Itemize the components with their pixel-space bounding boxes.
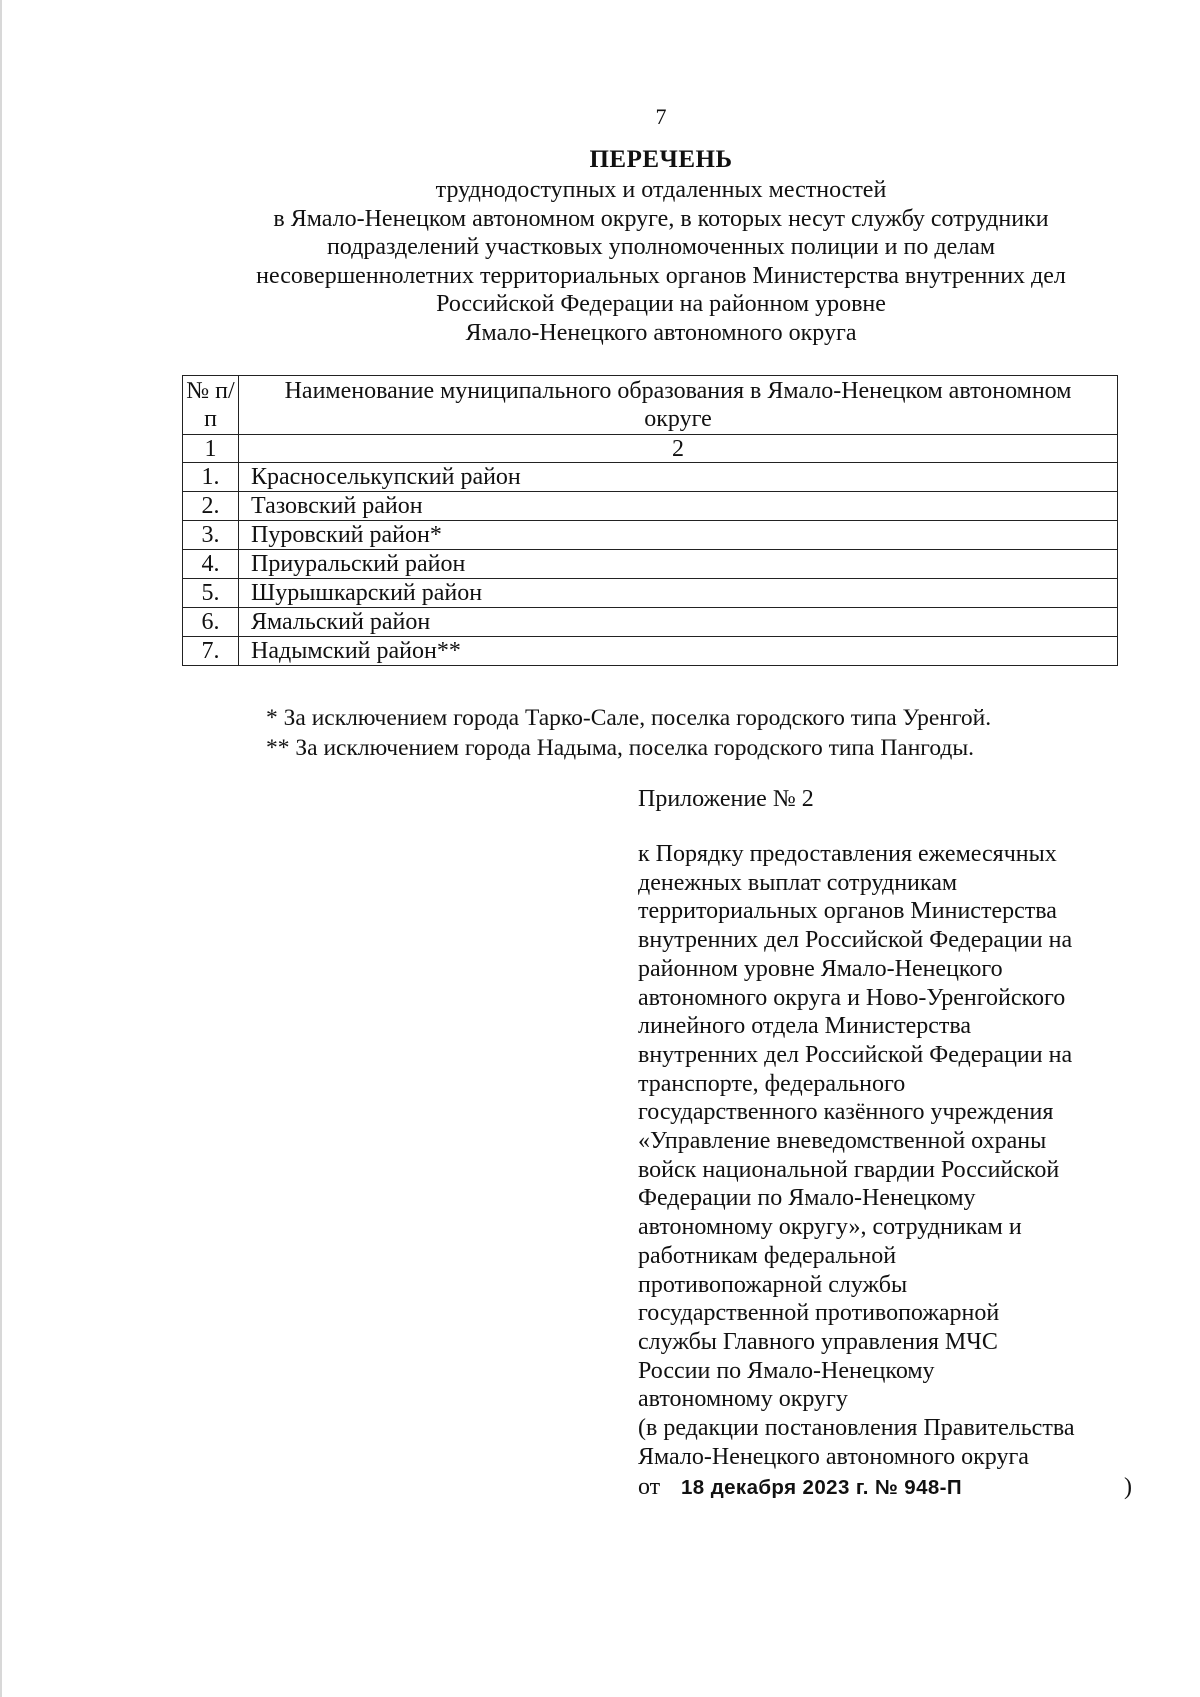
appendix-line: (в редакции постановления Правительства	[638, 1415, 1075, 1442]
row-district-name: Ямальский район	[239, 608, 1118, 637]
row-number: 2.	[183, 492, 239, 521]
appendix-body	[638, 840, 1138, 1471]
table-row	[183, 492, 1118, 521]
resolution-date-line	[638, 1474, 1132, 1504]
header-name-cell: Наименование муниципального образования в Ямало-Ненецком автономном округе	[239, 376, 1118, 435]
row-district-name: Красноселькупский район	[239, 463, 1118, 492]
appendix-line: России по Ямало-Ненецкому	[638, 1357, 935, 1384]
appendix-line: «Управление вневедомственной охраны	[638, 1128, 1047, 1155]
subheading-line: в Ямало-Ненецком автономном округе, в которых несут службу сотрудники	[273, 205, 1049, 232]
row-number: 5.	[183, 579, 239, 608]
row-number: 1.	[183, 463, 239, 492]
appendix-line: войск национальной гвардии Российской	[638, 1156, 1060, 1183]
row-district-name: Надымский район**	[239, 637, 1118, 666]
closing-parenthesis: )	[1124, 1474, 1132, 1500]
footnotes	[266, 703, 991, 763]
header-number-cell: № п/п	[183, 376, 239, 435]
table-row	[183, 637, 1118, 666]
appendix-line: транспорте, федерального	[638, 1070, 906, 1097]
appendix-title: Приложение № 2	[638, 786, 814, 812]
table-header-row	[183, 376, 1118, 435]
appendix-line: Ямало-Ненецкого автономного округа	[638, 1443, 1029, 1470]
appendix-line: автономному округу	[638, 1386, 848, 1413]
index-number-cell: 1	[183, 435, 239, 463]
table-row	[183, 550, 1118, 579]
districts-table	[182, 375, 1118, 666]
appendix-line: государственного казённого учреждения	[638, 1099, 1054, 1126]
appendix-line: службы Главного управления МЧС	[638, 1328, 998, 1355]
appendix-line: территориальных органов Министерства	[638, 898, 1057, 925]
page-number: 7	[655, 104, 667, 129]
date-stamp: 18 декабря 2023 г. № 948-П	[681, 1476, 963, 1499]
appendix-line: районном уровне Ямало-Ненецкого	[638, 955, 1003, 982]
appendix-line: денежных выплат сотрудникам	[638, 869, 958, 896]
appendix-line: работникам федеральной	[638, 1242, 897, 1269]
row-number: 7.	[183, 637, 239, 666]
appendix-line: противопожарной службы	[638, 1271, 908, 1298]
row-district-name: Приуральский район	[239, 550, 1118, 579]
index-name-cell: 2	[239, 435, 1118, 463]
row-district-name: Пуровский район*	[239, 521, 1118, 550]
document-subheading	[160, 176, 1162, 347]
row-number: 4.	[183, 550, 239, 579]
row-district-name: Шурышкарский район	[239, 579, 1118, 608]
subheading-line: подразделений участковых уполномоченных полиции и по делам	[326, 234, 996, 260]
page-edge	[0, 0, 2, 1697]
row-district-name: Тазовский район	[239, 492, 1118, 521]
appendix-line: внутренних дел Российской Федерации на	[638, 1041, 1073, 1068]
footnote: ** За исключением города Надыма, поселка городского типа Пангоды.	[266, 735, 975, 761]
appendix-line: автономного округа и Ново-Уренгойского	[638, 984, 1066, 1011]
appendix-line: линейного отдела Министерства	[638, 1013, 972, 1040]
row-number: 3.	[183, 521, 239, 550]
row-number: 6.	[183, 608, 239, 637]
subheading-line: труднодоступных и отдаленных местностей	[435, 177, 887, 203]
footnote: * За исключением города Тарко-Сале, поселка городского типа Уренгой.	[266, 705, 992, 731]
appendix-line: автономному округу», сотрудникам и	[638, 1214, 1022, 1241]
appendix-line: государственной противопожарной	[638, 1300, 1000, 1327]
table-row	[183, 521, 1118, 550]
subheading-line: несовершеннолетних территориальных органов Министерства внутренних дел	[256, 262, 1066, 289]
table-index-row	[183, 435, 1118, 463]
table-row	[183, 579, 1118, 608]
subheading-line: Ямало-Ненецкого автономного округа	[465, 319, 857, 346]
date-prefix: от	[638, 1474, 661, 1500]
table-row	[183, 608, 1118, 637]
subheading-line: Российской Федерации на районном уровне	[436, 291, 886, 317]
table-row	[183, 463, 1118, 492]
appendix-line: Федерации по Ямало-Ненецкому	[638, 1185, 976, 1212]
appendix-line: внутренних дел Российской Федерации на	[638, 927, 1073, 954]
document-heading: ПЕРЕЧЕНЬ	[589, 146, 733, 173]
appendix-line: к Порядку предоставления ежемесячных	[638, 841, 1057, 867]
